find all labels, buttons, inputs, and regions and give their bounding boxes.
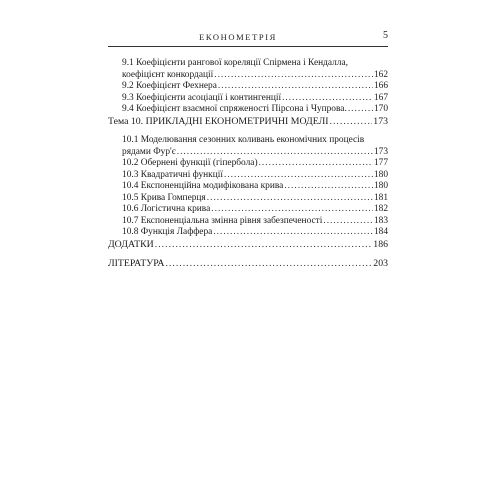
toc-entry-text: 9.3 Коефіцієнти асоціації і контингенції	[122, 92, 282, 103]
toc-entry-text: 10.6 Логістична крива	[122, 204, 211, 214]
dot-leader	[165, 258, 372, 270]
toc-entry-10-2[interactable]	[108, 158, 388, 170]
toc-page-number: 173	[373, 115, 388, 127]
dot-leader	[259, 158, 373, 170]
toc-entry-text: 10.3 Квадратичні функції	[122, 169, 223, 180]
dot-leader	[213, 227, 373, 239]
toc-entry-text: ДОДАТКИ	[108, 238, 154, 250]
dot-leader	[284, 181, 373, 193]
toc-page-number: 203	[373, 258, 388, 269]
toc-entry-text: ЛІТЕРАТУРА	[108, 258, 165, 269]
toc-entry-10-6[interactable]	[108, 204, 388, 216]
toc-page-number: 167	[373, 92, 388, 103]
toc-entry-text: 9.2 Коефіцієнт Фехнера	[122, 81, 217, 91]
toc-page-number: 177	[373, 158, 388, 168]
toc-entry-text: коефіцієнт конкордації	[122, 69, 214, 80]
toc-entry-literature[interactable]	[108, 258, 388, 270]
toc-page-number: 183	[373, 215, 388, 226]
dot-leader	[214, 70, 373, 82]
toc-entry-text: 9.4 Коефіцієнт взаємної спряженості Пірсона і Чупрова.	[122, 104, 347, 114]
toc-entry-text: рядами Фур'є	[122, 146, 176, 157]
running-title: ЕКОНОМЕТРІЯ	[199, 32, 277, 42]
running-head	[108, 30, 388, 44]
dot-leader	[211, 204, 373, 216]
toc-entry-text: Тема 10. ПРИКЛАДНІ ЕКОНОМЕТРИЧНІ МОДЕЛІ	[108, 115, 329, 127]
toc-entry-10-8[interactable]	[108, 227, 388, 239]
toc-page-number: 180	[373, 169, 388, 180]
dot-leader	[155, 239, 373, 251]
header-rule	[108, 46, 388, 47]
toc-entry-10-3[interactable]	[108, 170, 388, 182]
toc-entry-9-4[interactable]	[108, 104, 388, 116]
toc-entry-text: 10.1 Моделювання сезонних коливань економічних процесів	[122, 135, 365, 145]
dot-leader	[330, 116, 373, 128]
toc-entry-9-2[interactable]	[108, 81, 388, 93]
toc-page-number: 180	[373, 181, 388, 191]
dot-leader	[323, 216, 373, 228]
toc-entry-9-3[interactable]	[108, 93, 388, 105]
toc-entry-10-1[interactable]	[108, 135, 388, 158]
toc-page-number: 170	[373, 104, 388, 114]
dot-leader	[177, 147, 373, 159]
toc-page-number: 184	[373, 227, 388, 237]
toc-page-number: 173	[373, 146, 388, 157]
toc-entry-10-7[interactable]	[108, 216, 388, 228]
table-of-contents	[108, 58, 388, 270]
dot-leader	[218, 81, 373, 93]
toc-entry-text: 10.8 Функція Лаффера	[122, 227, 213, 237]
toc-page-number: 186	[373, 238, 388, 250]
dot-leader	[224, 170, 373, 182]
toc-entry-9-1[interactable]	[108, 58, 388, 81]
dot-leader	[207, 193, 373, 205]
toc-entry-text: 10.2 Обернені функції (гіпербола)	[122, 158, 258, 168]
dot-leader	[282, 93, 373, 105]
toc-entry-text: 10.4 Експоненційна модифікована крива	[122, 181, 284, 191]
toc-page-number: 181	[373, 192, 388, 203]
page-number: 5	[383, 30, 388, 41]
dot-leader	[348, 104, 373, 116]
toc-page-number: 182	[373, 204, 388, 214]
toc-entry-10-4[interactable]	[108, 181, 388, 193]
toc-page-number: 162	[373, 69, 388, 80]
toc-entry-text: 9.1 Коефіцієнти рангової кореляції Спірмена і Кендалла,	[122, 58, 348, 68]
toc-entry-text: 10.5 Крива Гомперця	[122, 192, 206, 203]
toc-entry-10-5[interactable]	[108, 193, 388, 205]
toc-entry-topic-10[interactable]	[108, 116, 388, 128]
toc-entry-appendices[interactable]	[108, 239, 388, 251]
toc-page-number: 166	[373, 81, 388, 91]
toc-entry-text: 10.7 Експоненціальна змінна рівня забезпеченості	[122, 215, 323, 226]
